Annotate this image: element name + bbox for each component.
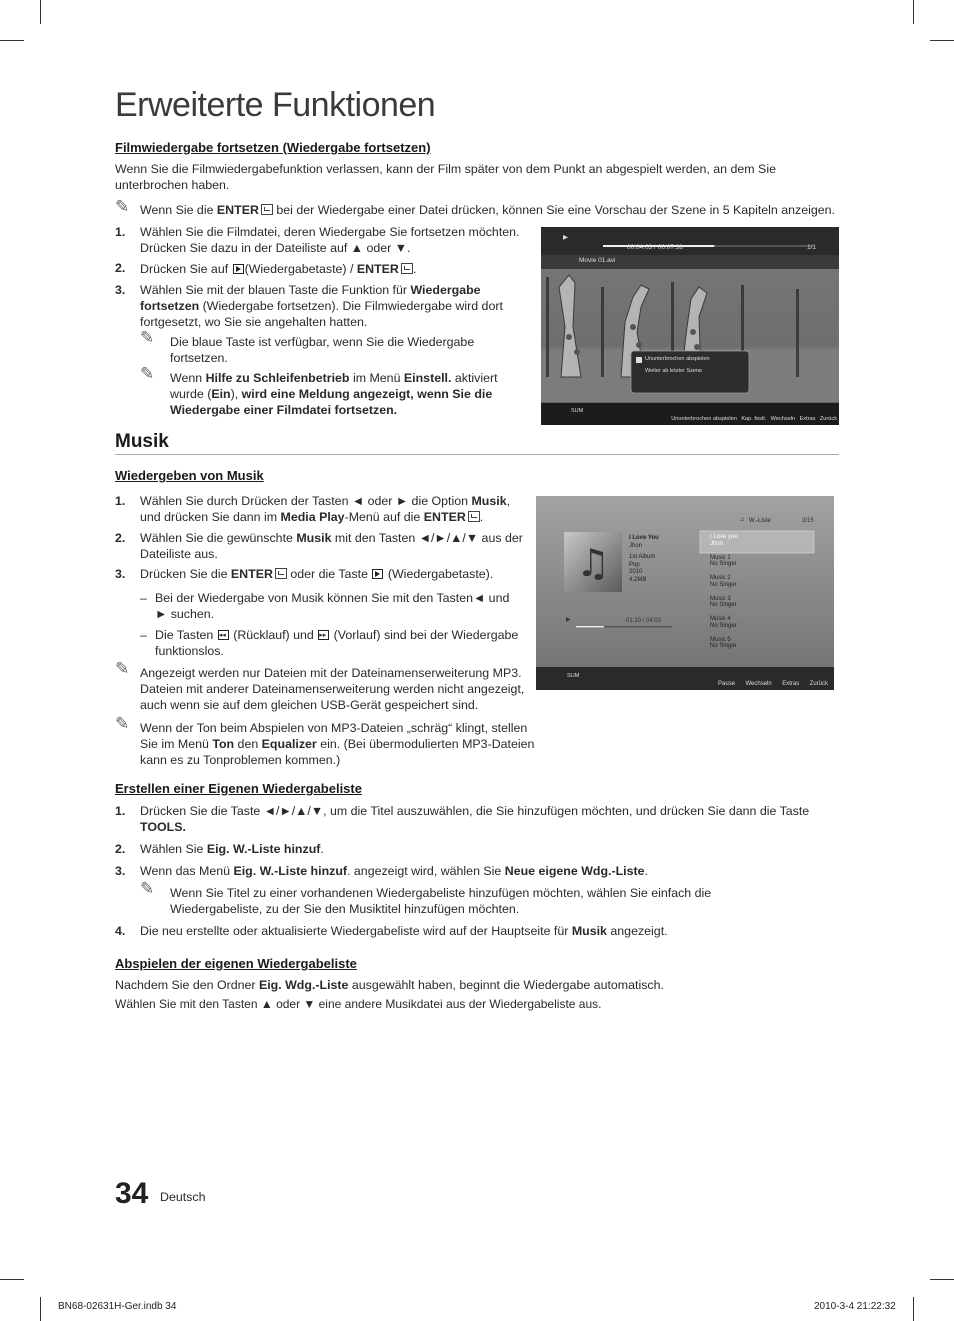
pencil-note-icon: ✎ [115,714,130,733]
track-item[interactable]: Music 2 No Singer [710,575,737,588]
play-status-icon: ▶ [566,617,571,623]
crop-mark [0,1279,24,1280]
info-title: I Love You [629,535,659,541]
step-number: 3. [115,283,126,297]
info-year: 2010 [629,569,643,575]
step-number: 1. [115,225,126,239]
movie-button-bar [603,407,837,425]
step-number: 2. [115,531,126,545]
track-item[interactable]: Music 4 No Singer [710,616,737,629]
resume-intro: Wenn Sie die Filmwiedergabefunktion verlassen, kann der Film später von dem Punkt an abgespielt werden, an dem Sie unterbrochen haben. [115,162,776,192]
movie-count: 1/1 [807,244,817,251]
music-player-bg [536,496,834,690]
bar-switch[interactable]: Wechseln [770,416,796,422]
playlist-icon: ♫ [740,517,745,523]
track-list[interactable] [710,534,738,657]
music-dash-2: Die Tasten ◂◂ (Rücklauf) und ▸▸ (Vorlauf) sind bei der Wiedergabe funktionslos. [155,627,525,659]
music-note-mp3: Angezeigt werden nur Dateien mit der Dateinamenserweiterung MP3. Dateien mit anderer Dateinamenserweiterung werden nicht angezeigt, auch wenn sie auf dem gleichen USB-Gerät gespeichert sind. [140,666,525,712]
track-item-selected[interactable]: I Love you Jhon [710,534,738,547]
section-rule [115,454,839,455]
popup-resume[interactable]: Weiter ab letzter Szene [645,368,703,374]
track-item[interactable]: Music 5 No Singer [710,636,737,650]
music-step-1: Wählen Sie durch Drücken der Tasten ◄ oder ► die Option Musik, und drücken Sie dann im Media Play-Menü auf die ENTER . [140,494,511,524]
crop-mark [0,40,24,41]
track-item[interactable]: Music 1 No Singer [710,554,737,568]
music-time: 01:10 / 04:02 [626,618,662,624]
section-heading-play-playlist: Abspielen der eigenen Wiedergabeliste [115,956,357,971]
page-title: Erweiterte Funktionen [115,86,436,124]
crop-mark [913,1297,914,1321]
pencil-note-icon: ✎ [140,879,155,898]
crop-mark [40,0,41,24]
info-artist: Jhon [629,542,643,549]
step-number: 2. [115,261,126,275]
play-playlist-text-1: Nachdem Sie den Ordner Eig. Wdg.-Liste ausgewählt haben, beginnt die Wiedergabe automatisch. [115,978,664,992]
dash-bullet: – [140,591,147,605]
enter-key-icon [468,511,480,522]
resume-note-blue: Die blaue Taste ist verfügbar, wenn Sie die Wiedergabe fortsetzen. [170,335,475,365]
section-title-musik: Musik [115,431,169,452]
playlist-step-2: Wählen Sie Eig. W.-Liste hinzuf. [140,842,324,856]
info-genre: Pop [629,561,640,568]
section-heading-play-music: Wiedergeben von Musik [115,468,264,483]
resume-step-1: Wählen Sie die Filmdatei, deren Wiedergabe Sie fortsetzen möchten. Drücken Sie dazu in der Dateiliste auf ▲ oder ▼. [140,225,520,255]
music-button-bar [656,672,828,690]
dash-bullet: – [140,628,147,642]
section-heading-create-playlist: Erstellen einer Eigenen Wiedergabeliste [115,781,362,796]
track-count: 3/15 [802,518,814,524]
music-step-2: Wählen Sie die gewünschte Musik mit den Tasten ◄/►/▲/▼ aus der Dateiliste aus. [140,531,523,561]
footer-file: BN68-02631H-Ger.indb 34 [58,1301,177,1312]
playlist-note: Wenn Sie Titel zu einer vorhandenen Wiedergabeliste hinzufügen möchten, wählen Sie einfach die Wiedergabeliste, zu der Sie den Musiktitel hinzufügen möchten. [170,886,712,916]
music-note-sound: Wenn der Ton beim Abspielen von MP3-Dateien „schräg“ klingt, stellen Sie im Menü Ton den Equalizer ein. (Bei übermodulierten MP3-Dateien kann es zu Tonproblemen kommen.) [140,721,535,767]
track-info [629,535,659,584]
page-number: 34 [115,1177,149,1210]
step-number: 3. [115,567,126,581]
info-album: 1st Album [629,554,656,560]
pencil-note-icon: ✎ [115,197,130,216]
section-heading-resume: Filmwiedergabe fortsetzen (Wiedergabe fortsetzen) [115,140,431,155]
enter-key-icon [401,263,413,274]
play-status-icon: ▶ [563,234,568,241]
bar-chapters[interactable]: Kap. festl. [741,416,767,422]
playlist-label[interactable]: W.-Liste [749,518,771,524]
enter-key-icon [261,204,273,215]
pencil-note-icon: ✎ [115,659,130,678]
resume-step-3: Wählen Sie mit der blauen Taste die Funktion für Wiedergabe fortsetzen (Wiedergabe fortsetzen). Die Filmwiedergabe wird dort fortgesetzt, wo Sie sie angehalten hatten. [140,283,503,329]
bar-continuous[interactable]: Ununterbrochen abspielen [671,416,737,422]
step-number: 1. [115,494,126,508]
resume-step-2: Drücken Sie auf (Wiedergabetaste) / ENTER . [140,262,417,276]
step-number: 4. [115,924,126,938]
resume-note-loop: Wenn Hilfe zu Schleifenbetrieb im Menü Einstell. aktiviert wurde (Ein), wird eine Meldung angezeigt, wenn Sie die Wiedergabe einer Filmdatei fortsetzen. [170,371,498,417]
bar-switch[interactable]: Wechseln [745,681,772,687]
play-key-icon [372,569,383,579]
music-dash-1: Bei der Wiedergabe von Musik können Sie mit den Tasten◄ und ► suchen. [155,591,510,621]
movie-time: 00:04:03 / 00:07:38 [627,244,684,251]
music-step-3: Drücken Sie die ENTER oder die Taste (Wiedergabetaste). [140,567,494,581]
popup-continuous[interactable]: Ununterbrochen abspielen [645,356,710,362]
step-number: 1. [115,804,126,818]
crop-mark [930,1279,954,1280]
crop-mark [930,40,954,41]
bar-extras[interactable]: Extras [782,681,800,687]
rewind-key-icon [218,630,229,640]
info-size: 4.2MB [629,576,647,583]
enter-key-icon [275,568,287,579]
page-language: Deutsch [160,1190,206,1204]
usb-device-label: SUM [567,673,580,679]
bar-back[interactable]: Zurück [819,416,837,422]
step-number: 3. [115,864,126,878]
bar-back[interactable]: Zurück [809,681,828,687]
resume-note: Wenn Sie die ENTER bei der Wiedergabe einer Datei drücken, können Sie eine Vorschau der Szene in 5 Kapiteln anzeigen. [140,203,835,217]
svg-text:♫: ♫ [575,541,611,585]
movie-player-screenshot [541,227,839,425]
track-item[interactable]: Music 3 No Singer [710,595,737,609]
playlist-step-3: Wenn das Menü Eig. W.-Liste hinzuf. angezeigt wird, wählen Sie Neue eigene Wdg.-Liste. [140,864,648,878]
fast-forward-key-icon [318,630,329,640]
pencil-note-icon: ✎ [140,328,155,347]
footer-date: 2010-3-4 21:22:32 [814,1301,896,1312]
crop-mark [40,1297,41,1321]
playlist-step-1: Drücken Sie die Taste ◄/►/▲/▼, um die Titel auszuwählen, die Sie hinzufügen möchten, und drücken Sie dann die Taste TOOLS. [140,804,810,834]
movie-file: Movie 01.avi [579,257,616,264]
play-playlist-text-2: Wählen Sie mit den Tasten ▲ oder ▼ eine andere Musikdatei aus der Wiedergabeliste aus. [115,997,602,1011]
music-player-screenshot [536,496,834,690]
pencil-note-icon: ✎ [140,364,155,383]
bar-extras[interactable]: Extras [799,416,816,422]
bar-pause[interactable]: Pause [718,681,736,687]
usb-device-label: SUM [571,408,584,414]
step-number: 2. [115,842,126,856]
play-key-icon [233,264,244,274]
playlist-step-4: Die neu erstellte oder aktualisierte Wiedergabeliste wird auf der Hauptseite für Musik angezeigt. [140,924,668,938]
crop-mark [913,0,914,24]
